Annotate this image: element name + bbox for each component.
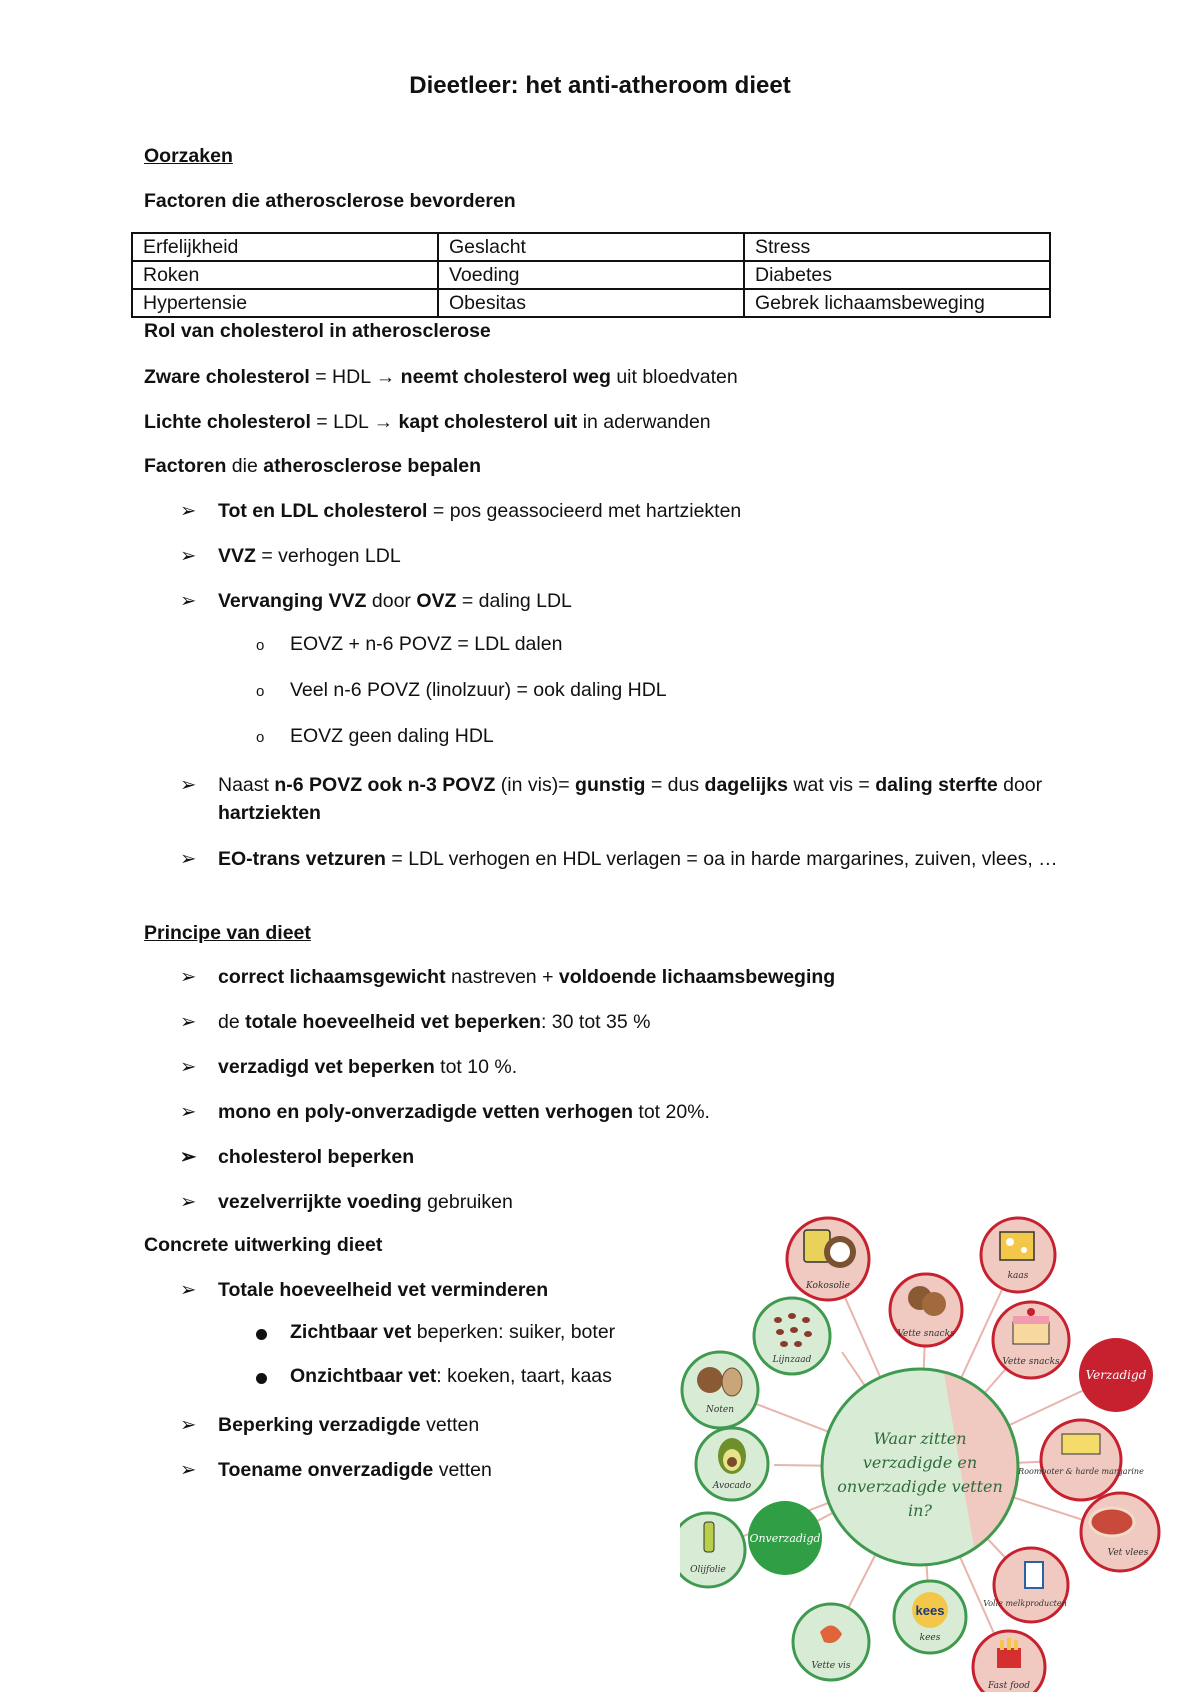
circle-bullet-icon: o: [256, 683, 265, 700]
item-label: Olijfolie: [690, 1565, 726, 1575]
item-label: Volle melkproducten: [983, 1599, 1067, 1608]
concreet-heading: Concrete uitwerking dieet: [144, 1234, 383, 1256]
bullet-rest: vetten: [433, 1459, 492, 1481]
bullet-rest: = pos geassocieerd met hartziekten: [427, 500, 742, 522]
arrow-bullet-icon: ➢: [180, 774, 197, 796]
item-label: Vette snacks: [1002, 1357, 1060, 1367]
item-kaas: [981, 1218, 1055, 1292]
bullet-bold: EO-trans vetzuren: [218, 848, 386, 870]
arrow-bullet-icon: ➢: [180, 590, 197, 612]
item-kokosolie: [787, 1218, 869, 1300]
naast-b2: gunstig: [575, 774, 646, 796]
table-cell: Erfelijkheid: [132, 233, 438, 261]
bullet-bold: Beperking verzadigde: [218, 1414, 421, 1436]
bepalen-bold1: Factoren: [144, 455, 227, 477]
bullet-pre: de: [218, 1011, 246, 1033]
sub-text: Veel n-6 POVZ (linolzuur) = ook daling HDL: [290, 679, 667, 701]
arrow-bullet-icon: ➢: [180, 966, 197, 988]
naast-b5: hartziekten: [218, 802, 321, 824]
table-cell: Roken: [132, 261, 438, 289]
naast-a: Naast: [218, 774, 275, 796]
bullet-bold: Vervanging VVZ: [218, 590, 367, 612]
arrow-bullet-icon: ➢: [180, 1011, 197, 1033]
bullet-rest: nastreven +: [445, 966, 559, 988]
bullet-bold: Toename onverzadigde: [218, 1459, 434, 1481]
dot-rest: beperken: suiker, boter: [411, 1321, 616, 1343]
hdl-bold2: neemt cholesterol weg: [400, 366, 611, 388]
rol-heading: Rol van cholesterol in atherosclerose: [144, 320, 491, 342]
bepalen-bold2: atherosclerose bepalen: [263, 455, 482, 477]
center-text: Waar zitten: [873, 1429, 967, 1448]
ldl-mid: = LDL →: [310, 411, 399, 433]
item-vette-snacks-2: [993, 1302, 1069, 1378]
table-cell: Diabetes: [744, 261, 1050, 289]
circle-bullet-icon: o: [256, 637, 265, 654]
hdl-bold1: Zware cholesterol: [144, 366, 310, 388]
item-label: Avocado: [712, 1481, 752, 1491]
hdl-line: [144, 366, 738, 389]
table-cell: Stress: [744, 233, 1050, 261]
sub-text: EOVZ + n-6 POVZ = LDL dalen: [290, 633, 563, 655]
bepalen-heading: [144, 455, 481, 478]
dot-bold: Zichtbaar vet: [290, 1321, 412, 1343]
item-olijfolie: [680, 1513, 745, 1587]
item-label: Lijnzaad: [772, 1355, 812, 1365]
bullet-rest: gebruiken: [421, 1191, 513, 1213]
circle-bullet-icon: o: [256, 729, 265, 746]
center-text: onverzadigde vetten: [837, 1477, 1003, 1496]
item-label: Roomboter & harde margarine: [1018, 1467, 1144, 1476]
naast-b3: dagelijks: [704, 774, 788, 796]
bullet-bold: Tot en LDL cholesterol: [218, 500, 428, 522]
bullet-bold: correct lichaamsgewicht: [218, 966, 446, 988]
bullet-mid: door: [366, 590, 417, 612]
arrow-bullet-icon: ➢: [180, 1101, 197, 1123]
ldl-line: [144, 411, 711, 434]
bullet-bold2: voldoende lichaamsbeweging: [558, 966, 836, 988]
table-cell: Geslacht: [438, 233, 744, 261]
dot-rest: : koeken, taart, kaas: [436, 1365, 612, 1387]
item-label: Fast food: [987, 1681, 1031, 1691]
arrow-bullet-icon: ➢: [180, 1279, 197, 1301]
naast-b1: n-6 POVZ ook n-3 POVZ: [274, 774, 496, 796]
arrow-bullet-icon: ➢: [180, 848, 197, 870]
sub-text: EOVZ geen daling HDL: [290, 725, 494, 747]
dot-bullet-icon: [256, 1373, 267, 1384]
item-label: Noten: [705, 1405, 735, 1415]
dot-bullet-icon: [256, 1329, 267, 1340]
naast-c: (in vis)=: [495, 774, 576, 796]
bullet-bold: mono en poly-onverzadigde vetten verhogen: [218, 1101, 633, 1123]
bullet-rest: vetten: [420, 1414, 480, 1436]
ldl-bold1: Lichte cholesterol: [144, 411, 311, 433]
item-volle-melkproducten: [983, 1548, 1068, 1622]
item-label: Kokosolie: [806, 1281, 850, 1291]
table-cell: Hypertensie: [132, 289, 438, 317]
factors-heading: Factoren die atherosclerose bevorderen: [144, 190, 516, 212]
factors-table: [131, 232, 1051, 318]
center-circle: [810, 1362, 1040, 1582]
table-row: [132, 289, 1050, 317]
bullet-bold: vezelverrijkte voeding: [218, 1191, 422, 1213]
naast-e: wat vis =: [788, 774, 876, 796]
item-lijnzaad: [754, 1298, 830, 1374]
item-label: Vette vis: [811, 1661, 851, 1671]
ldl-bold2: kapt cholesterol uit: [398, 411, 578, 433]
bullet-rest: = LDL verhogen en HDL verlagen = oa in harde margarines, zuiven, vlees, …: [385, 848, 1058, 870]
table-cell: Gebrek lichaamsbeweging: [744, 289, 1050, 317]
section-oorzaken: Oorzaken: [144, 145, 233, 167]
table-row: [132, 261, 1050, 289]
bullet-rest: tot 20%.: [632, 1101, 710, 1123]
bullet-rest: = verhogen LDL: [255, 545, 401, 567]
page-title: Dieetleer: het anti-atheroom dieet: [409, 72, 791, 99]
bullet-rest: = daling LDL: [456, 590, 572, 612]
item-vette-snacks-1: [890, 1274, 962, 1346]
bullet-rest: tot 10 %.: [434, 1056, 518, 1078]
bullet-rest: : 30 tot 35 %: [540, 1011, 651, 1033]
item-vet-vlees: [1081, 1493, 1159, 1571]
kees-logo: kees: [915, 1603, 945, 1618]
item-roomboter: [1017, 1420, 1144, 1500]
section-principe: Principe van dieet: [144, 922, 311, 944]
table-cell: Voeding: [438, 261, 744, 289]
onverzadigd-circle: [748, 1501, 822, 1575]
naast-f: door: [997, 774, 1043, 796]
arrow-bullet-icon: ➢: [180, 1146, 197, 1168]
naast-b4: daling sterfte: [875, 774, 998, 796]
table-cell: Obesitas: [438, 289, 744, 317]
arrow-bullet-icon: ➢: [180, 1191, 197, 1213]
arrow-bullet-icon: ➢: [180, 1414, 197, 1436]
item-label: Vette snacks: [897, 1329, 955, 1339]
table-row: [132, 233, 1050, 261]
bullet-bold2: OVZ: [416, 590, 457, 612]
center-text: verzadigde en: [862, 1453, 978, 1472]
item-kees: [894, 1581, 966, 1653]
item-label: kaas: [1007, 1271, 1029, 1281]
item-noten: [682, 1352, 758, 1428]
bullet-bold: cholesterol beperken: [218, 1146, 415, 1168]
item-vette-vis: [793, 1604, 869, 1680]
onverzadigd-label: Onverzadigd: [749, 1532, 821, 1545]
bullet-bold: VVZ: [218, 545, 256, 567]
hdl-rest: uit bloedvaten: [610, 366, 738, 388]
center-text: in?: [908, 1501, 932, 1520]
hdl-mid: = HDL →: [309, 366, 401, 388]
item-avocado: [696, 1428, 768, 1500]
bepalen-mid: die: [226, 455, 264, 477]
verzadigd-circle: [1079, 1338, 1153, 1412]
verzadigd-label: Verzadigd: [1085, 1368, 1147, 1382]
arrow-bullet-icon: ➢: [180, 500, 197, 522]
item-fast-food: [973, 1631, 1045, 1692]
ldl-rest: in aderwanden: [577, 411, 711, 433]
bullet-bold: Totale hoeveelheid vet verminderen: [218, 1279, 549, 1301]
bullet-bold: totale hoeveelheid vet beperken: [245, 1011, 541, 1033]
arrow-bullet-icon: ➢: [180, 545, 197, 567]
dot-bold: Onzichtbaar vet: [290, 1365, 437, 1387]
arrow-bullet-icon: ➢: [180, 1459, 197, 1481]
item-label: Vet vlees: [1107, 1548, 1149, 1558]
naast-d: = dus: [645, 774, 705, 796]
bullet-bold: verzadigd vet beperken: [218, 1056, 435, 1078]
fats-infographic: [680, 1212, 1180, 1692]
item-label: kees: [919, 1633, 941, 1643]
arrow-bullet-icon: ➢: [180, 1056, 197, 1078]
